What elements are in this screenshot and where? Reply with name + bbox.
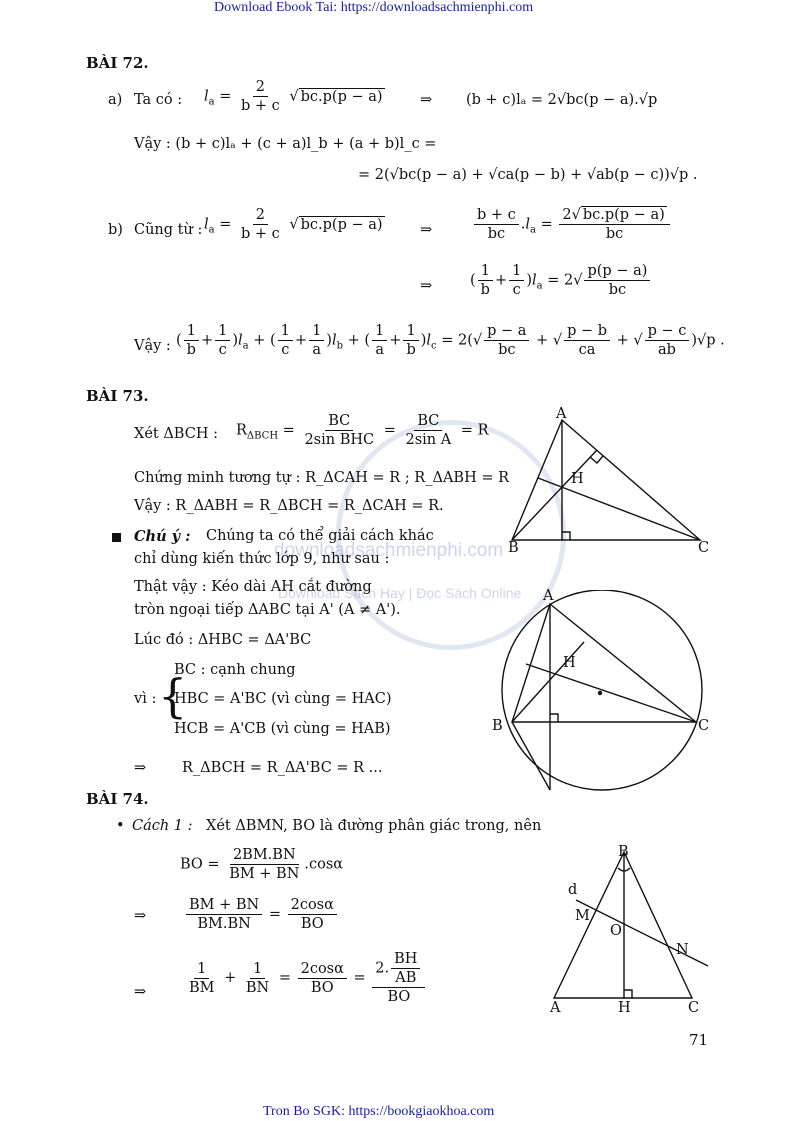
bai73-case1: BC : cạnh chung [174, 662, 296, 678]
bai72-a-text: Ta có : [134, 92, 183, 108]
triangle-orthocenter-figure [500, 400, 720, 560]
bai73-vi: vì : [134, 691, 157, 707]
fig3-label-h: H [618, 1000, 631, 1016]
bai72-a-vay2: = 2(√bc(p − a) + √ca(p − b) + √ab(p − c))√p . [358, 167, 698, 183]
bai73-title: BÀI 73. [86, 387, 149, 405]
fig2-label-h: H [563, 655, 576, 671]
bai72-b-text: Cũng từ : [134, 222, 203, 238]
fig3-label-c: C [688, 1000, 700, 1016]
watermark-tagline: Download Sách Hay | Đọc Sách Online [278, 585, 522, 601]
bai72-b-formula: $l_a$ = $\frac{2}{b + c}$ √ bc.p(p − a) [204, 207, 383, 242]
fig3-label-m: M [575, 908, 590, 924]
fig3-label-n: N [676, 942, 689, 958]
bai73-line3: Vậy : R_ΔABH = R_ΔBCH = R_ΔCAH = R. [134, 498, 444, 514]
bai73-note5: Lúc đó : ΔHBC = ΔA'BC [134, 632, 312, 648]
bai72-b-arrow2: ⇒ [420, 278, 433, 294]
bai72-a-result: (b + c)lₐ = 2√bc(p − a).√p [466, 92, 658, 108]
fig1-label-c: C [698, 540, 710, 556]
bai73-note1: Chúng ta có thể giải cách khác [206, 528, 434, 544]
bai72-a-vay: Vậy : (b + c)lₐ + (c + a)l_b + (a + b)l_c = [134, 136, 437, 152]
bai72-a-arrow: ⇒ [420, 92, 433, 108]
bai74-arrow1: ⇒ [134, 908, 147, 924]
fig2-label-a: A [543, 588, 554, 604]
fig3-label-d: d [568, 882, 578, 898]
watermark-site: downloadsachmienphi.com [274, 540, 504, 561]
bai74-text: Xét ΔBMN, BO là đường phân giác trong, nên [206, 818, 542, 834]
header-download-link[interactable]: Download Ebook Tai: https://downloadsachmienphi.com [214, 0, 534, 15]
bai74-title: BÀI 74. [86, 790, 149, 808]
page-number: 71 [689, 1031, 709, 1049]
bai73-line1: Xét ΔBCH : [134, 426, 218, 442]
triangle-abc-2 [512, 604, 696, 722]
bai74-arrow2: ⇒ [134, 984, 147, 1000]
bai73-formula: $R_{\Delta BCH}$ = $\frac{BC}{\text{2sin BHC}}$ = $\frac{BC}{\text{2sin A}}$ = R [236, 413, 489, 448]
fig3-label-a: A [550, 1000, 561, 1016]
triangle-abc [512, 420, 700, 540]
bai74-formula3: $\frac{1}{BM}$ + $\frac{1}{BN}$ = $\frac{2\cos\alpha}{BO}$ = 2. $\frac{BH}{AB}$ BO [184, 950, 427, 1006]
bai72-a-label: a) [108, 92, 123, 108]
fig3-label-b: B [618, 844, 629, 860]
triangle-abc-3 [554, 852, 692, 998]
bai73-note-label: Chú ý : [134, 528, 191, 545]
circumcircle-figure [490, 590, 720, 800]
bai73-conclude: R_ΔBCH = R_ΔA'BC = R ... [182, 760, 383, 776]
altitude-c-2 [526, 664, 696, 722]
bai72-b-arrow1: ⇒ [420, 222, 433, 238]
bai74-formula1: BO = $\frac{2BM.BN}{BM + BN}$ .cosα [180, 847, 344, 882]
fig1-label-h: H [571, 471, 584, 487]
bai74-cach: Cách 1 : [132, 818, 193, 834]
note-bullet-icon [112, 533, 121, 542]
bai72-b-vay: Vậy : [134, 338, 171, 354]
bai72-b-formula2: $\frac{b + c}{bc}$ $.l_a$ = $\frac{2√ bc.p(p - a)}{bc}$ [472, 206, 672, 243]
bai74-bullet: • [116, 818, 125, 834]
bisector-figure [540, 840, 720, 1010]
bai73-case2: HBC = A'BC (vì cùng = HAC) [174, 691, 392, 707]
fig2-label-b: B [492, 718, 503, 734]
bai73-line2: Chứng minh tương tự : R_ΔCAH = R ; R_ΔABH = R [134, 470, 510, 486]
bai73-arrow: ⇒ [134, 760, 147, 776]
fig1-label-a: A [556, 406, 567, 422]
bai73-note2: chỉ dùng kiến thức lớp 9, như sau : [134, 551, 390, 567]
bai73-brace: { [158, 669, 188, 723]
bai72-a-formula: $l_a$ = $\frac{2}{b + c}$ √ bc.p(p − a) [204, 79, 383, 114]
bai74-formula2: $\frac{BM + BN}{BM.BN}$ = $\frac{2\cos\alpha}{BO}$ [184, 896, 339, 933]
bai73-note3: Thật vậy : Kéo dài AH cắt đường [134, 579, 372, 595]
bai72-b-formula3: ( $\frac{1}{b}$ + $\frac{1}{c}$ )$l_a = 2√$ $\frac{p(p - a)}{bc}$ [470, 262, 652, 299]
bai73-note4: tròn ngoại tiếp ΔABC tại A' (A ≠ A'). [134, 602, 401, 618]
bai72-b-final: ( $\frac{1}{b}$ + $\frac{1}{c}$ )$l_a$ + ( $\frac{1}{c}$ + $\frac{1}{a}$ )$l_b$ + ( $\frac{1}{a}$ + $\frac{1}{b}$ )$l_c = 2(√$ $\frac{p - a}{bc}$ + √ $\frac{p - b}{ca}$ + √ $\frac{p - c}{ab}$ )√p . [176, 323, 725, 358]
fig1-label-b: B [508, 540, 519, 556]
bai73-case3: HCB = A'CB (vì cùng = HAB) [174, 721, 391, 737]
altitude-b-2 [512, 642, 584, 722]
fig2-label-c: C [698, 718, 710, 734]
footer-sgk-link[interactable]: Tron Bo SGK: https://bookgiaokhoa.com [263, 1104, 495, 1119]
fig3-label-o: O [610, 923, 622, 939]
bai72-b-label: b) [108, 222, 123, 238]
bai72-title: BÀI 72. [86, 54, 149, 72]
